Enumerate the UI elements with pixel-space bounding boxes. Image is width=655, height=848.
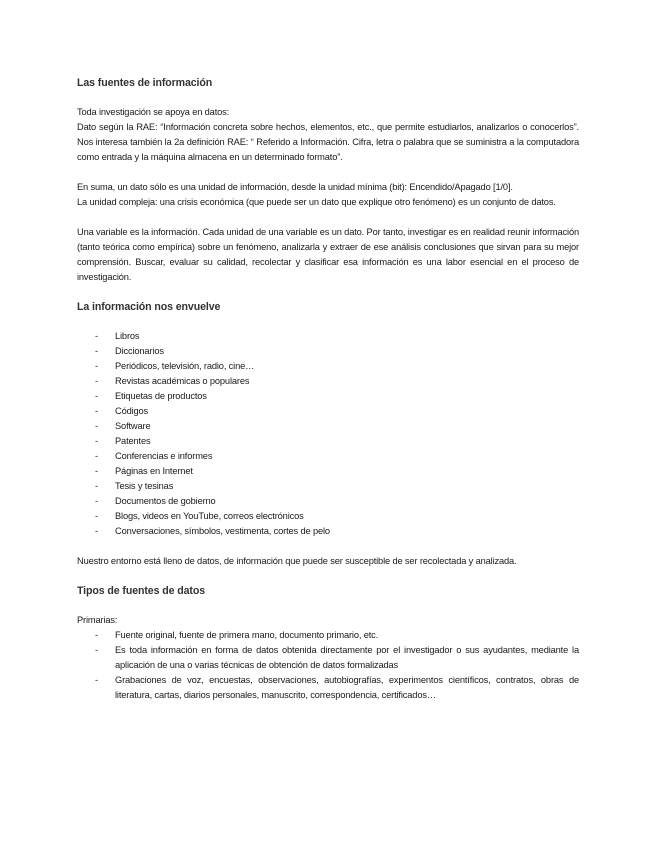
list-item: - Documentos de gobierno	[77, 494, 579, 509]
list-item: - Es toda información en forma de datos obtenida directamente por el investigador o sus ayudantes, mediante la aplicación de una o varias técnicas de obtención de datos formalizadas	[77, 643, 579, 673]
list-item: - Conversaciones, símbolos, vestimenta, cortes de pelo	[77, 524, 579, 539]
heading-tipos-fuentes: Tipos de fuentes de datos	[77, 585, 205, 597]
list-item: - Grabaciones de voz, encuestas, observaciones, autobiografías, experimentos científicos, contratos, obras de literatura, cartas, diarios personales, manuscrito, correspondencia, certificados…	[77, 673, 579, 703]
list-item: - Códigos	[77, 404, 579, 419]
list-item: - Software	[77, 419, 579, 434]
variable-block	[77, 225, 579, 285]
dato-definition-block	[77, 105, 579, 165]
list-item: - Tesis y tesinas	[77, 479, 579, 494]
list-item: - Revistas académicas o populares	[77, 374, 579, 389]
conclusion-text: Nuestro entorno está lleno de datos, de información que puede ser susceptible de ser recolectada y analizada.	[77, 556, 517, 566]
list-item: - Conferencias e informes	[77, 449, 579, 464]
heading-fuentes-informacion: Las fuentes de información	[77, 77, 213, 89]
heading-informacion-envuelve: La información nos envuelve	[77, 301, 221, 313]
variable-text: Una variable es la información. Cada unidad de una variable es un dato. Por tanto, investigar es en realidad reunir información (tanto teórica como empírica) sobre un fenómeno, analizarla y extraer de ese análisis conclusiones que sirvan para su mejor comprensión. Buscar, evaluar su calidad, recolectar y clasificar esa información es una labor esencial en el proceso de investigación.	[77, 227, 579, 282]
unidad-compleja-text: La unidad compleja: una crisis económica (que puede ser un dato que explique otro fenómeno) es un conjunto de datos.	[77, 197, 556, 207]
list-item: - Libros	[77, 329, 579, 344]
dato-definition-text: Dato según la RAE: “Información concreta sobre hechos, elementos, etc., que permite estudiarlos, analizarlos o conocerlos”. Nos interesa también la 2a definición RAE: “ Referido a Información. Cifra, letra o palabra que se suministra a la computadora como entrada y la máquina almacena en un determinado formato”.	[77, 122, 579, 162]
list-item: - Periódicos, televisión, radio, cine…	[77, 359, 579, 374]
list-item: - Diccionarios	[77, 344, 579, 359]
primarias-label: Primarias:	[77, 615, 118, 625]
list-item: - Etiquetas de productos	[77, 389, 579, 404]
list-item: - Páginas en Internet	[77, 464, 579, 479]
unidad-block	[77, 180, 579, 210]
list-item: - Fuente original, fuente de primera mano, documento primario, etc.	[77, 628, 579, 643]
intro-text: Toda investigación se apoya en datos:	[77, 107, 230, 117]
list-item: - Blogs, videos en YouTube, correos electrónicos	[77, 509, 579, 524]
conclusion-block	[77, 554, 579, 569]
list-item: - Patentes	[77, 434, 579, 449]
information-sources-list	[77, 329, 579, 539]
primarias-list	[77, 628, 579, 703]
unidad-minima-text: En suma, un dato sólo es una unidad de información, desde la unidad mínima (bit): Encendido/Apagado [1/0].	[77, 182, 513, 192]
